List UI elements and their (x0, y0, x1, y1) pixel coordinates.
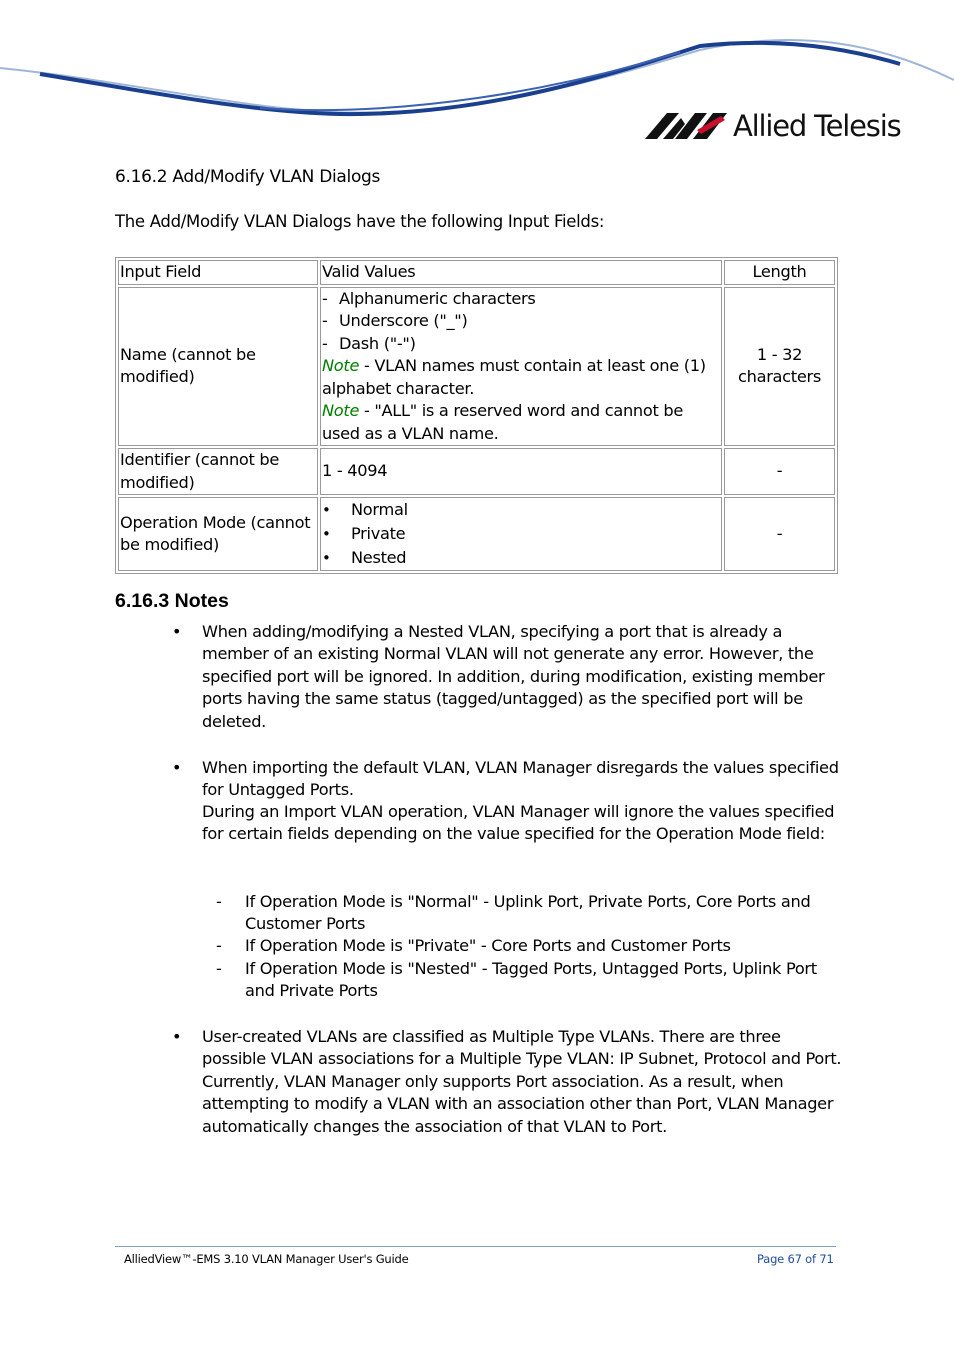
list-item: - Dash ("-") (322, 333, 416, 353)
note-text: Note - VLAN names must contain at least one (1) alphabet character. (322, 356, 706, 398)
list-item: - Alphanumeric characters (322, 288, 536, 308)
table-row-name (118, 287, 835, 447)
sub-list-item: - If Operation Mode is "Normal" - Uplink Port, Private Ports, Core Ports and Customer Ports (216, 892, 811, 934)
cell-length: 1 - 32 characters (724, 287, 835, 447)
footer-divider (115, 1246, 836, 1247)
cell-length: - (724, 497, 835, 571)
brand-name: Allied Telesis (733, 109, 901, 143)
note-label: Note (322, 356, 360, 375)
sub-list-item: - If Operation Mode is "Private" - Core Ports and Customer Ports (216, 936, 731, 955)
cell-values (320, 287, 722, 447)
input-fields-table (115, 257, 838, 574)
list-item: • Nested (322, 548, 407, 567)
list-item: • Private (322, 524, 406, 543)
bullet-item: • User-created VLANs are classified as Multiple Type VLANs. There are three possible VLAN associations for a Multiple Type VLAN: IP Subnet, Protocol and Port. Currently, VLAN Manager only supports Port association. As a result, when attempting to modify a VLAN with an association other than Port, VLAN Manager automatically changes the association of that VLAN to Port. (172, 1027, 842, 1136)
footer-document-title: AlliedView™-EMS 3.10 VLAN Manager User's Guide (124, 1252, 409, 1266)
cell-field: Operation Mode (cannot be modified) (118, 497, 318, 571)
cell-values (320, 497, 722, 571)
table-header-row (118, 260, 835, 285)
bullet-item: • When importing the default VLAN, VLAN Manager disregards the values specified for Untagged Ports. (172, 758, 839, 800)
bullet-marker: • (172, 622, 182, 641)
bullet-continuation: During an Import VLAN operation, VLAN Manager will ignore the values specified for certain fields depending on the value specified for the Operation Mode field: (202, 802, 835, 844)
section-title: 6.16.2 Add/Modify VLAN Dialogs (115, 167, 381, 187)
column-header-length: Length (724, 260, 835, 285)
column-header-valid-values: Valid Values (320, 260, 722, 285)
cell-values: 1 - 4094 (320, 448, 722, 495)
list-item: - Underscore ("_") (322, 311, 468, 330)
sub-list-item: - If Operation Mode is "Nested" - Tagged Ports, Untagged Ports, Uplink Port and Private Ports (216, 959, 817, 1001)
bullet-marker: • (172, 758, 182, 777)
allied-telesis-logo (645, 108, 905, 148)
bullet-item: • When adding/modifying a Nested VLAN, specifying a port that is already a member of an existing Normal VLAN will not generate any error. However, the specified port will be ignored. In addition, during modification, existing member ports having the same status (tagged/untagged) as the specified port will be deleted. (172, 622, 825, 731)
cell-field: Identifier (cannot be modified) (118, 448, 318, 495)
section-intro: The Add/Modify VLAN Dialogs have the following Input Fields: (115, 212, 605, 231)
footer-page-number: Page 67 of 71 (757, 1252, 834, 1266)
list-item: • Normal (322, 500, 408, 519)
bullet-marker: • (172, 1027, 182, 1046)
cell-length: - (724, 448, 835, 495)
notes-heading: 6.16.3 Notes (115, 590, 229, 612)
note-label: Note (322, 401, 360, 420)
allied-telesis-mark-icon (645, 108, 727, 142)
table-row-identifier (118, 448, 835, 495)
column-header-input-field: Input Field (118, 260, 318, 285)
cell-field: Name (cannot be modified) (118, 287, 318, 447)
note-text: Note - "ALL" is a reserved word and cannot be used as a VLAN name. (322, 401, 684, 443)
table-row-operation-mode (118, 497, 835, 571)
